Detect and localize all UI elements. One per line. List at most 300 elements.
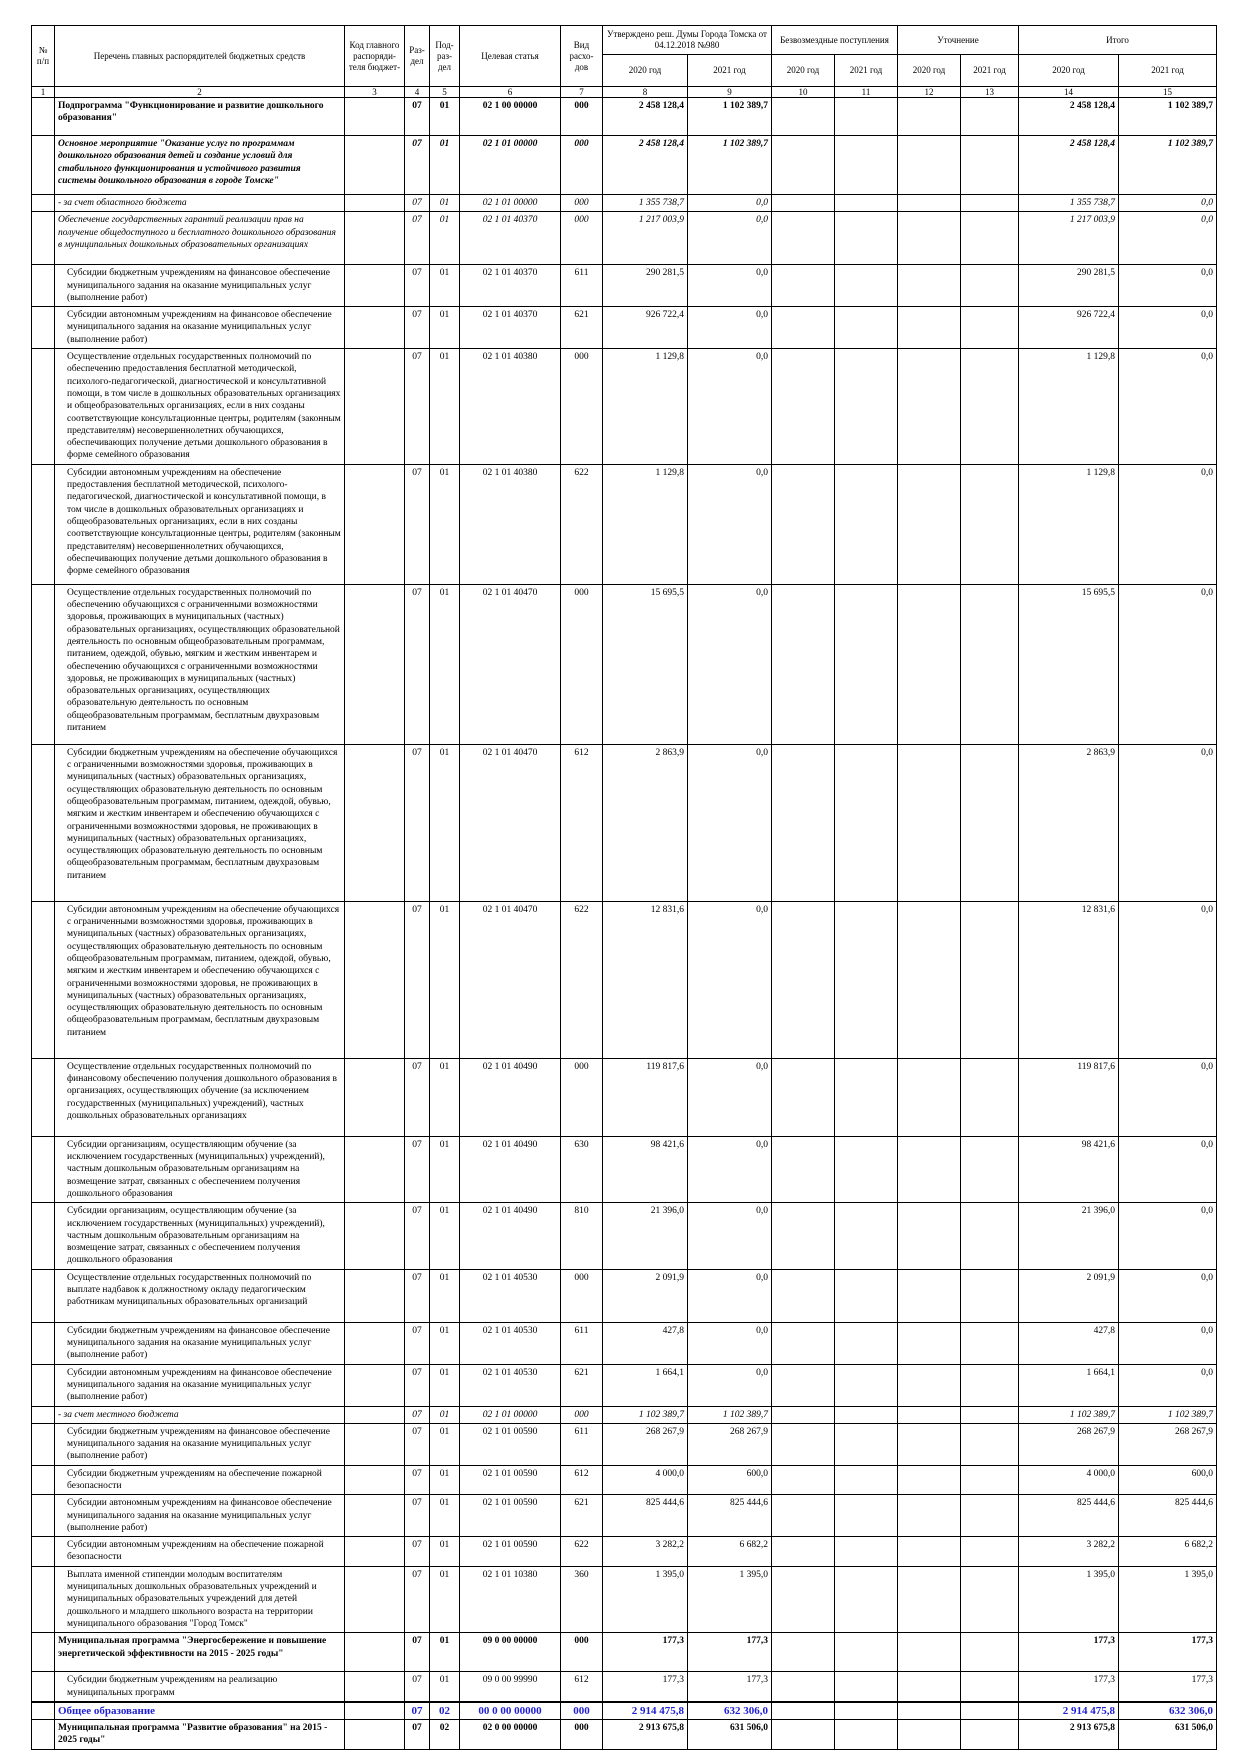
cell-clarification-2020 [898, 1495, 961, 1537]
cell-clarification-2020 [898, 584, 961, 744]
cell-target: 02 1 01 40490 [460, 1058, 561, 1136]
cell-target: 02 1 01 40490 [460, 1203, 561, 1269]
cell-clarification-2021 [961, 1423, 1019, 1465]
cell-vid: 612 [561, 1672, 603, 1702]
cell-gratuitous-2021 [835, 1702, 898, 1720]
cell-razdel: 07 [405, 1465, 430, 1495]
cell-total-2020: 1 129,8 [1019, 349, 1119, 465]
cell-code [345, 1406, 405, 1423]
cell-approved-2021: 600,0 [688, 1465, 772, 1495]
cell-num [32, 98, 55, 136]
cell-gratuitous-2020 [772, 1495, 835, 1537]
cell-razdel: 07 [405, 195, 430, 212]
cell-target: 02 1 01 40370 [460, 212, 561, 265]
cell-razdel: 07 [405, 1702, 430, 1720]
cell-code [345, 1465, 405, 1495]
cell-vid: 621 [561, 1364, 603, 1406]
cell-podrazdel: 01 [430, 1322, 460, 1364]
cell-target: 09 0 00 00000 [460, 1633, 561, 1672]
cell-clarification-2021 [961, 901, 1019, 1058]
cell-podrazdel: 01 [430, 349, 460, 465]
cell-gratuitous-2020 [772, 1203, 835, 1269]
cell-vid: 622 [561, 901, 603, 1058]
cell-gratuitous-2020 [772, 464, 835, 584]
cell-total-2020: 3 282,2 [1019, 1537, 1119, 1567]
cell-code [345, 212, 405, 265]
cell-total-2020: 2 091,9 [1019, 1269, 1119, 1322]
cell-num [32, 901, 55, 1058]
cell-clarification-2020 [898, 307, 961, 349]
budget-table [31, 25, 1217, 1750]
cell-total-2021: 0,0 [1119, 1322, 1217, 1364]
cell-razdel: 07 [405, 1406, 430, 1423]
header-approved-2020: 2020 год [603, 55, 688, 87]
cell-razdel: 07 [405, 584, 430, 744]
cell-total-2021: 825 444,6 [1119, 1495, 1217, 1537]
cell-total-2021: 177,3 [1119, 1672, 1217, 1702]
cell-podrazdel: 01 [430, 1566, 460, 1632]
cell-approved-2021: 0,0 [688, 1364, 772, 1406]
cell-approved-2021: 0,0 [688, 195, 772, 212]
cell-razdel: 07 [405, 1495, 430, 1537]
cell-vid: 621 [561, 1495, 603, 1537]
cell-vid: 611 [561, 1423, 603, 1465]
cell-vid: 000 [561, 195, 603, 212]
cell-total-2021: 0,0 [1119, 349, 1217, 465]
cell-gratuitous-2020 [772, 1633, 835, 1672]
cell-target: 02 1 01 00000 [460, 195, 561, 212]
cell-code [345, 464, 405, 584]
cell-total-2021: 631 506,0 [1119, 1720, 1217, 1750]
cell-total-2020: 21 396,0 [1019, 1203, 1119, 1269]
cell-gratuitous-2021 [835, 307, 898, 349]
cell-gratuitous-2021 [835, 1566, 898, 1632]
cell-razdel: 07 [405, 1322, 430, 1364]
cell-total-2020: 1 217 003,9 [1019, 212, 1119, 265]
cell-podrazdel: 01 [430, 136, 460, 195]
cell-num [32, 265, 55, 307]
cell-num [32, 1269, 55, 1322]
cell-gratuitous-2020 [772, 1136, 835, 1202]
cell-vid: 000 [561, 212, 603, 265]
cell-gratuitous-2021 [835, 136, 898, 195]
cell-approved-2021: 0,0 [688, 464, 772, 584]
cell-clarification-2020 [898, 1364, 961, 1406]
cell-podrazdel: 01 [430, 1203, 460, 1269]
cell-name: Субсидии бюджетным учреждениям на финансовое обеспечение муниципального задания на оказание муниципальных услуг (выполнение работ) [55, 1322, 345, 1364]
cell-code [345, 307, 405, 349]
cell-num [32, 136, 55, 195]
cell-clarification-2021 [961, 1465, 1019, 1495]
cell-total-2020: 926 722,4 [1019, 307, 1119, 349]
cell-approved-2020: 15 695,5 [603, 584, 688, 744]
table-row [32, 98, 1217, 136]
cell-approved-2020: 926 722,4 [603, 307, 688, 349]
cell-clarification-2021 [961, 136, 1019, 195]
table-row [32, 901, 1217, 1058]
cell-approved-2020: 2 863,9 [603, 744, 688, 901]
cell-code [345, 1136, 405, 1202]
cell-clarification-2021 [961, 744, 1019, 901]
cell-total-2021: 0,0 [1119, 265, 1217, 307]
cell-num [32, 584, 55, 744]
cell-num [32, 1364, 55, 1406]
cell-clarification-2021 [961, 1566, 1019, 1632]
cell-num [32, 1322, 55, 1364]
cell-name: Субсидии автономным учреждениям на финансовое обеспечение муниципального задания на оказание муниципальных услуг (выполнение работ) [55, 307, 345, 349]
cell-target: 02 1 01 40370 [460, 307, 561, 349]
cell-total-2021: 0,0 [1119, 212, 1217, 265]
cell-target: 02 1 00 00000 [460, 98, 561, 136]
cell-approved-2021: 0,0 [688, 901, 772, 1058]
cell-code [345, 1269, 405, 1322]
cell-gratuitous-2021 [835, 265, 898, 307]
cell-clarification-2020 [898, 1537, 961, 1567]
cell-vid: 611 [561, 265, 603, 307]
cell-clarification-2021 [961, 1364, 1019, 1406]
cell-gratuitous-2020 [772, 1423, 835, 1465]
cell-podrazdel: 01 [430, 1537, 460, 1567]
table-row [32, 1465, 1217, 1495]
cell-approved-2020: 2 913 675,8 [603, 1720, 688, 1750]
cell-razdel: 07 [405, 349, 430, 465]
cell-num [32, 212, 55, 265]
cell-total-2020: 15 695,5 [1019, 584, 1119, 744]
cell-gratuitous-2021 [835, 1537, 898, 1567]
cell-vid: 630 [561, 1136, 603, 1202]
cell-approved-2020: 1 395,0 [603, 1566, 688, 1632]
cell-name: - за счет областного бюджета [55, 195, 345, 212]
cell-podrazdel: 01 [430, 1495, 460, 1537]
cell-clarification-2020 [898, 1423, 961, 1465]
cell-clarification-2020 [898, 464, 961, 584]
header-gratuitous: Безвозмездные поступления [772, 26, 898, 55]
cell-gratuitous-2020 [772, 307, 835, 349]
cell-total-2021: 268 267,9 [1119, 1423, 1217, 1465]
cell-approved-2021: 631 506,0 [688, 1720, 772, 1750]
cell-approved-2020: 177,3 [603, 1633, 688, 1672]
cell-total-2020: 177,3 [1019, 1633, 1119, 1672]
cell-approved-2021: 0,0 [688, 307, 772, 349]
cell-vid: 000 [561, 1720, 603, 1750]
cell-clarification-2020 [898, 1672, 961, 1702]
cell-approved-2021: 1 102 389,7 [688, 1406, 772, 1423]
table-row [32, 1203, 1217, 1269]
cell-code [345, 1495, 405, 1537]
header-gratuitous-2020: 2020 год [772, 55, 835, 87]
cell-num [32, 1633, 55, 1672]
table-row [32, 1423, 1217, 1465]
cell-total-2021: 600,0 [1119, 1465, 1217, 1495]
cell-name: Субсидии автономным учреждениям на финансовое обеспечение муниципального задания на оказание муниципальных услуг (выполнение работ) [55, 1495, 345, 1537]
table-row [32, 1269, 1217, 1322]
cell-gratuitous-2021 [835, 1364, 898, 1406]
cell-target: 02 1 01 40380 [460, 464, 561, 584]
cell-clarification-2020 [898, 1720, 961, 1750]
cell-total-2021: 0,0 [1119, 464, 1217, 584]
cell-vid: 611 [561, 1322, 603, 1364]
cell-clarification-2021 [961, 307, 1019, 349]
col-number: 13 [961, 87, 1019, 98]
cell-gratuitous-2021 [835, 1672, 898, 1702]
header-podrazdel: Под-раз-дел [430, 26, 460, 87]
cell-clarification-2020 [898, 1058, 961, 1136]
cell-podrazdel: 01 [430, 1364, 460, 1406]
table-row [32, 265, 1217, 307]
cell-code [345, 1537, 405, 1567]
cell-code [345, 744, 405, 901]
cell-gratuitous-2020 [772, 1702, 835, 1720]
cell-name: Подпрограмма "Функционирование и развитие дошкольного образования" [55, 98, 345, 136]
cell-target: 02 1 01 40470 [460, 901, 561, 1058]
cell-vid: 622 [561, 1537, 603, 1567]
cell-razdel: 07 [405, 744, 430, 901]
cell-podrazdel: 01 [430, 1465, 460, 1495]
table-body [32, 98, 1217, 1750]
cell-total-2021: 1 102 389,7 [1119, 136, 1217, 195]
cell-num [32, 1136, 55, 1202]
cell-num [32, 1720, 55, 1750]
cell-gratuitous-2020 [772, 1537, 835, 1567]
table-row [32, 1566, 1217, 1632]
cell-vid: 000 [561, 136, 603, 195]
cell-target: 02 1 01 40530 [460, 1322, 561, 1364]
cell-approved-2020: 98 421,6 [603, 1136, 688, 1202]
cell-total-2021: 0,0 [1119, 901, 1217, 1058]
cell-total-2021: 0,0 [1119, 1136, 1217, 1202]
cell-razdel: 07 [405, 1269, 430, 1322]
cell-approved-2020: 21 396,0 [603, 1203, 688, 1269]
cell-podrazdel: 01 [430, 1633, 460, 1672]
cell-name: Субсидии автономным учреждениям на обеспечение предоставления бесплатной методической, психолого-педагогической, диагностической и консультативной помощи, в том числе в дошкольных образовательных организациях и общеобразовательных организациях, если в них созданы соответствующие консультационные центры, родителям (законным представителям) несовершеннолетних обучающихся, обеспечивающих получение детьми дошкольного образования в форме семейного образования [55, 464, 345, 584]
cell-clarification-2021 [961, 464, 1019, 584]
cell-gratuitous-2021 [835, 1633, 898, 1672]
cell-clarification-2021 [961, 265, 1019, 307]
cell-podrazdel: 02 [430, 1720, 460, 1750]
cell-podrazdel: 01 [430, 901, 460, 1058]
cell-approved-2020: 1 129,8 [603, 464, 688, 584]
cell-num [32, 744, 55, 901]
cell-code [345, 98, 405, 136]
cell-approved-2021: 0,0 [688, 1322, 772, 1364]
cell-podrazdel: 01 [430, 265, 460, 307]
cell-name: Субсидии организациям, осуществляющим обучение (за исключением государственных (муниципальных) учреждений), частным дошкольным образовательным организациям на возмещение затрат, связанных с обеспечением получения дошкольного образования [55, 1136, 345, 1202]
table-header [32, 26, 1217, 98]
cell-approved-2020: 2 458 128,4 [603, 136, 688, 195]
header-clarification: Уточнение [898, 26, 1019, 55]
cell-approved-2021: 0,0 [688, 1269, 772, 1322]
cell-total-2020: 1 355 738,7 [1019, 195, 1119, 212]
cell-total-2020: 2 914 475,8 [1019, 1702, 1119, 1720]
cell-target: 02 1 01 00590 [460, 1423, 561, 1465]
cell-approved-2021: 6 682,2 [688, 1537, 772, 1567]
table-row [32, 1322, 1217, 1364]
cell-clarification-2021 [961, 1269, 1019, 1322]
cell-podrazdel: 01 [430, 584, 460, 744]
cell-gratuitous-2020 [772, 98, 835, 136]
col-number: 7 [561, 87, 603, 98]
cell-approved-2021: 1 102 389,7 [688, 136, 772, 195]
cell-approved-2021: 0,0 [688, 265, 772, 307]
table-row [32, 307, 1217, 349]
cell-gratuitous-2021 [835, 1720, 898, 1750]
cell-code [345, 1566, 405, 1632]
cell-razdel: 07 [405, 1720, 430, 1750]
cell-vid: 612 [561, 744, 603, 901]
cell-num [32, 1203, 55, 1269]
cell-clarification-2021 [961, 98, 1019, 136]
cell-vid: 621 [561, 307, 603, 349]
table-row [32, 1136, 1217, 1202]
cell-vid: 000 [561, 1702, 603, 1720]
col-number: 9 [688, 87, 772, 98]
cell-vid: 622 [561, 464, 603, 584]
cell-total-2020: 2 913 675,8 [1019, 1720, 1119, 1750]
cell-gratuitous-2020 [772, 195, 835, 212]
cell-razdel: 07 [405, 1364, 430, 1406]
cell-num [32, 1702, 55, 1720]
cell-target: 02 1 01 40530 [460, 1269, 561, 1322]
cell-code [345, 136, 405, 195]
cell-target: 02 1 01 00590 [460, 1465, 561, 1495]
cell-num [32, 1566, 55, 1632]
cell-approved-2020: 2 458 128,4 [603, 98, 688, 136]
cell-name: Осуществление отдельных государственных полномочий по выплате надбавок к должностному окладу педагогическим работникам муниципальных образовательных организаций [55, 1269, 345, 1322]
cell-target: 02 1 01 40470 [460, 584, 561, 744]
cell-name: Субсидии бюджетным учреждениям на реализацию муниципальных программ [55, 1672, 345, 1702]
cell-clarification-2021 [961, 1058, 1019, 1136]
col-number: 6 [460, 87, 561, 98]
cell-target: 02 0 00 00000 [460, 1720, 561, 1750]
cell-total-2020: 1 129,8 [1019, 464, 1119, 584]
cell-total-2020: 427,8 [1019, 1322, 1119, 1364]
cell-code [345, 1633, 405, 1672]
cell-approved-2020: 119 817,6 [603, 1058, 688, 1136]
table-row [32, 1058, 1217, 1136]
cell-podrazdel: 01 [430, 307, 460, 349]
table-row [32, 1406, 1217, 1423]
cell-approved-2021: 0,0 [688, 744, 772, 901]
cell-clarification-2020 [898, 1136, 961, 1202]
cell-gratuitous-2020 [772, 1058, 835, 1136]
cell-clarification-2020 [898, 744, 961, 901]
cell-total-2021: 0,0 [1119, 1058, 1217, 1136]
cell-code [345, 1720, 405, 1750]
cell-name: Осуществление отдельных государственных полномочий по обеспечению предоставления бесплатной методической, психолого-педагогической, диагностической и консультативной помощи, в том числе в дошкольных образовательных организациях и общеобразовательных организациях, если в них созданы соответствующие консультационные центры, родителям (законным представителям) несовершеннолетних обучающихся, обеспечивающих получение детьми дошкольного образования в форме семейного образования [55, 349, 345, 465]
table-row [32, 1702, 1217, 1720]
cell-name: Субсидии бюджетным учреждениям на финансовое обеспечение муниципального задания на оказание муниципальных услуг (выполнение работ) [55, 1423, 345, 1465]
table-row [32, 136, 1217, 195]
cell-clarification-2020 [898, 1465, 961, 1495]
cell-name: Обеспечение государственных гарантий реализации прав на получение общедоступного и бесплатного дошкольного образования в муниципальных дошкольных образовательных организациях [55, 212, 345, 265]
cell-target: 02 1 01 40370 [460, 265, 561, 307]
cell-clarification-2020 [898, 1406, 961, 1423]
cell-razdel: 07 [405, 136, 430, 195]
cell-total-2020: 2 863,9 [1019, 744, 1119, 901]
cell-clarification-2020 [898, 1566, 961, 1632]
cell-gratuitous-2021 [835, 1406, 898, 1423]
cell-razdel: 07 [405, 464, 430, 584]
table-row [32, 1537, 1217, 1567]
col-number: 10 [772, 87, 835, 98]
cell-code [345, 195, 405, 212]
cell-gratuitous-2021 [835, 349, 898, 465]
cell-name: Осуществление отдельных государственных полномочий по финансовому обеспечению получения дошкольного образования в организациях, осуществляющих обучение (за исключением государственных (муниципальных) учреждений), частных дошкольных образовательных организациях [55, 1058, 345, 1136]
cell-clarification-2021 [961, 1495, 1019, 1537]
cell-num [32, 464, 55, 584]
col-number: 4 [405, 87, 430, 98]
cell-gratuitous-2021 [835, 98, 898, 136]
cell-name: Осуществление отдельных государственных полномочий по обеспечению обучающихся с ограниченными возможностями здоровья, проживающих в муниципальных (частных) образовательных организациях, осуществляющих образовательной деятельность по основным общеобразовательным программам, питанием, одеждой, обувью, мягким и жестким инвентарем и обеспечению обучающихся с ограниченными возможностями здоровья, не проживающих в муниципальных (частных) образовательных организациях, осуществляющих образовательную деятельность по основным общеобразовательным программам, бесплатным двухразовым питанием [55, 584, 345, 744]
cell-total-2020: 268 267,9 [1019, 1423, 1119, 1465]
cell-approved-2020: 1 355 738,7 [603, 195, 688, 212]
cell-gratuitous-2021 [835, 1269, 898, 1322]
cell-total-2020: 1 395,0 [1019, 1566, 1119, 1632]
cell-approved-2021: 177,3 [688, 1633, 772, 1672]
cell-num [32, 307, 55, 349]
cell-code [345, 1672, 405, 1702]
cell-approved-2021: 825 444,6 [688, 1495, 772, 1537]
cell-approved-2020: 3 282,2 [603, 1537, 688, 1567]
cell-code [345, 584, 405, 744]
cell-total-2021: 0,0 [1119, 744, 1217, 901]
cell-clarification-2021 [961, 1322, 1019, 1364]
cell-num [32, 195, 55, 212]
cell-approved-2020: 290 281,5 [603, 265, 688, 307]
cell-total-2021: 177,3 [1119, 1633, 1217, 1672]
cell-clarification-2021 [961, 1406, 1019, 1423]
cell-code [345, 349, 405, 465]
col-number: 12 [898, 87, 961, 98]
cell-num [32, 1406, 55, 1423]
cell-gratuitous-2021 [835, 1495, 898, 1537]
cell-podrazdel: 01 [430, 464, 460, 584]
cell-target: 02 1 01 00000 [460, 136, 561, 195]
cell-gratuitous-2020 [772, 1566, 835, 1632]
cell-podrazdel: 01 [430, 212, 460, 265]
cell-clarification-2021 [961, 1537, 1019, 1567]
cell-target: 09 0 00 99990 [460, 1672, 561, 1702]
cell-num [32, 1537, 55, 1567]
header-total-2021: 2021 год [1119, 55, 1217, 87]
cell-gratuitous-2020 [772, 212, 835, 265]
col-number: 15 [1119, 87, 1217, 98]
cell-approved-2020: 427,8 [603, 1322, 688, 1364]
cell-target: 02 1 01 00590 [460, 1495, 561, 1537]
cell-gratuitous-2020 [772, 1364, 835, 1406]
col-number: 5 [430, 87, 460, 98]
cell-num [32, 1465, 55, 1495]
cell-approved-2021: 1 102 389,7 [688, 98, 772, 136]
cell-approved-2020: 4 000,0 [603, 1465, 688, 1495]
cell-vid: 810 [561, 1203, 603, 1269]
cell-gratuitous-2020 [772, 1720, 835, 1750]
cell-total-2021: 1 102 389,7 [1119, 98, 1217, 136]
cell-total-2020: 2 458 128,4 [1019, 136, 1119, 195]
header-total: Итого [1019, 26, 1217, 55]
cell-total-2021: 0,0 [1119, 1269, 1217, 1322]
header-list: Перечень главных распорядителей бюджетных средств [55, 26, 345, 87]
cell-target: 02 1 01 40530 [460, 1364, 561, 1406]
col-number: 11 [835, 87, 898, 98]
cell-gratuitous-2021 [835, 584, 898, 744]
cell-razdel: 07 [405, 1423, 430, 1465]
cell-clarification-2020 [898, 98, 961, 136]
table-row [32, 464, 1217, 584]
cell-approved-2020: 2 091,9 [603, 1269, 688, 1322]
cell-approved-2021: 0,0 [688, 1203, 772, 1269]
cell-target: 02 1 01 00590 [460, 1537, 561, 1567]
